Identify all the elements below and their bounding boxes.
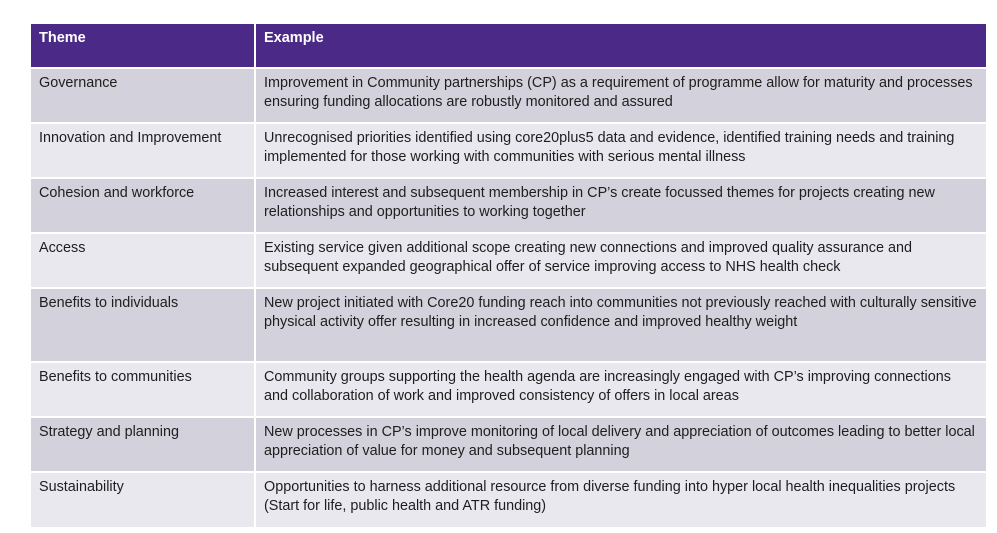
example-cell: Community groups supporting the health agenda are increasingly engaged with CP’s improving connections and collaboration of work and improved consistency of offers in local areas: [255, 362, 986, 417]
header-theme: Theme: [31, 24, 255, 68]
table-row: [31, 68, 986, 123]
example-cell: Increased interest and subsequent membership in CP’s create focussed themes for projects creating new relationships and opportunities to working together: [255, 178, 986, 233]
themes-table: [31, 24, 986, 527]
theme-cell: Strategy and planning: [31, 417, 255, 472]
example-cell: Opportunities to harness additional resource from diverse funding into hyper local health inequalities projects (Start for life, public health and ATR funding): [255, 472, 986, 527]
table-row: [31, 123, 986, 178]
example-cell: Improvement in Community partnerships (CP) as a requirement of programme allow for maturity and processes ensuring funding allocations are robustly monitored and assured: [255, 68, 986, 123]
themes-table-container: [31, 24, 986, 527]
table-row: [31, 417, 986, 472]
table-row: [31, 178, 986, 233]
example-cell: Existing service given additional scope creating new connections and improved quality assurance and subsequent expanded geographical offer of service improving access to NHS health check: [255, 233, 986, 288]
example-cell: New processes in CP’s improve monitoring of local delivery and appreciation of outcomes leading to better local appreciation of value for money and subsequent planning: [255, 417, 986, 472]
table-header-row: [31, 24, 986, 68]
header-example: Example: [255, 24, 986, 68]
example-cell: New project initiated with Core20 funding reach into communities not previously reached with culturally sensitive physical activity offer resulting in increased confidence and improved healthy weight: [255, 288, 986, 362]
theme-cell: Benefits to individuals: [31, 288, 255, 362]
theme-cell: Governance: [31, 68, 255, 123]
table-row: [31, 288, 986, 362]
example-cell: Unrecognised priorities identified using core20plus5 data and evidence, identified training needs and training implemented for those working with communities with serious mental illness: [255, 123, 986, 178]
table-row: [31, 472, 986, 527]
theme-cell: Benefits to communities: [31, 362, 255, 417]
theme-cell: Cohesion and workforce: [31, 178, 255, 233]
table-row: [31, 233, 986, 288]
theme-cell: Access: [31, 233, 255, 288]
theme-cell: Sustainability: [31, 472, 255, 527]
table-row: [31, 362, 986, 417]
theme-cell: Innovation and Improvement: [31, 123, 255, 178]
